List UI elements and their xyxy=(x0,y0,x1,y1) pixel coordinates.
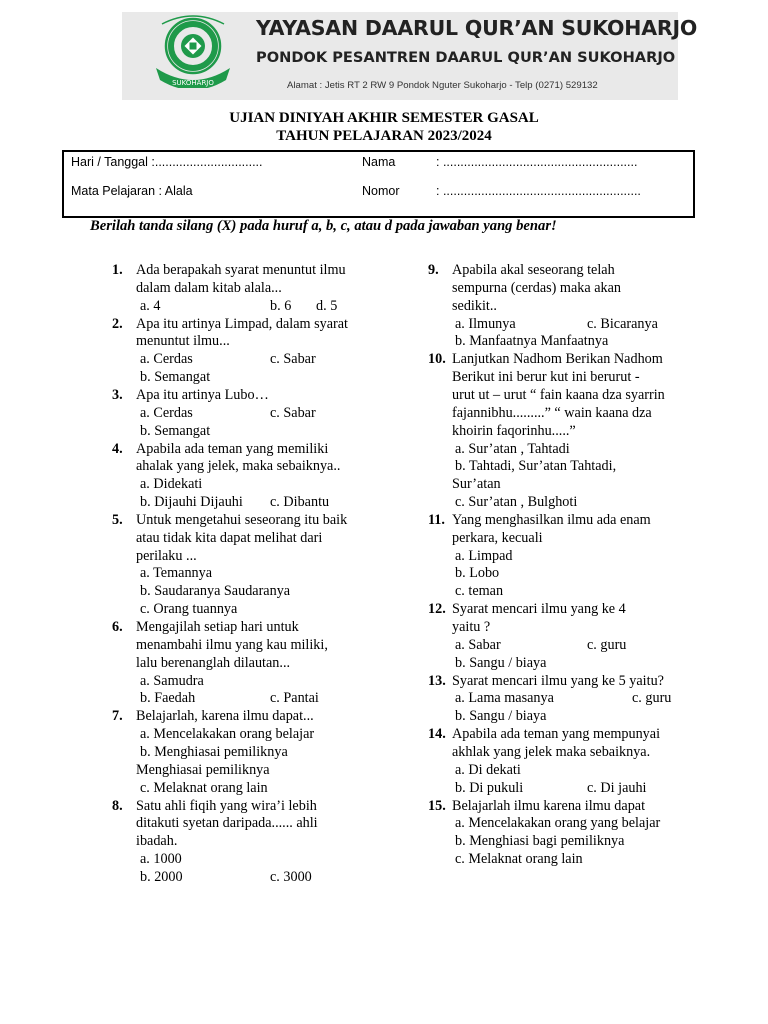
name-label: Nama xyxy=(362,155,396,169)
question-text-cont: akhlak yang jelek maka sebaiknya. xyxy=(452,743,651,760)
exam-year: TAHUN PELAJARAN 2023/2024 xyxy=(276,128,492,144)
answer-option: c. Orang tuannya xyxy=(140,601,238,618)
question-text-cont: lalu berenanglah dilautan... xyxy=(136,654,291,671)
answer-option: b. Faedah xyxy=(140,690,196,707)
question-text: Apa itu artinya Limpad, dalam syarat xyxy=(136,315,348,332)
answer-option: a. 4 xyxy=(140,297,161,314)
name-field[interactable]: : ........................................................ xyxy=(436,155,638,169)
answer-option: b. 6 xyxy=(270,297,292,314)
question-text: Lanjutkan Nadhom Berikan Nadhom xyxy=(452,351,663,368)
answer-option: a. Mencelakakan orang belajar xyxy=(140,726,315,743)
question-text-cont: Sur’atan xyxy=(452,476,501,493)
question-text-cont: ibadah. xyxy=(136,833,178,850)
answer-option: b. Menghiasi bagi pemiliknya xyxy=(455,833,625,850)
answer-option: c. Melaknat orang lain xyxy=(140,779,268,796)
question-number: 9. xyxy=(428,262,439,278)
answer-option: c. Sur’atan , Bulghoti xyxy=(455,494,578,511)
answer-option: b. Di pukuli xyxy=(455,779,524,796)
date-field[interactable]: Hari / Tanggal :............................... xyxy=(71,155,263,169)
question-number: 8. xyxy=(112,797,123,814)
question-text: Syarat mencari ilmu yang ke 4 xyxy=(452,601,626,618)
organization-name: YAYASAN DAARUL QUR’AN SUKOHARJO xyxy=(256,16,698,40)
question-number: 1. xyxy=(112,262,123,278)
question-text: Syarat mencari ilmu yang ke 5 yaitu? xyxy=(452,672,664,689)
question-text: Belajarlah, karena ilmu dapat... xyxy=(136,708,314,725)
question-number: 15. xyxy=(428,797,446,814)
question-number: 14. xyxy=(428,726,446,743)
question-number: 12. xyxy=(428,601,446,618)
answer-option: c. Pantai xyxy=(270,690,319,707)
answer-option: c. teman xyxy=(455,583,504,600)
question-text-cont: Menghiasai pemiliknya xyxy=(136,761,270,778)
question-number: 13. xyxy=(428,672,446,689)
question-number: 10. xyxy=(428,351,446,368)
answer-option: c. Bicaranya xyxy=(587,315,658,332)
answer-option: a. Temannya xyxy=(140,565,213,582)
answer-option: a. Ilmunya xyxy=(455,315,516,332)
question-text-cont: menuntut ilmu... xyxy=(136,333,230,350)
answer-option: b. Sangu / biaya xyxy=(455,708,547,725)
answer-option: b. Lobo xyxy=(455,565,500,582)
question-text-cont: atau tidak kita dapat melihat dari xyxy=(136,529,323,546)
answer-option: c. 3000 xyxy=(270,868,312,885)
question-text: Belajarlah ilmu karena ilmu dapat xyxy=(452,797,646,814)
question-text-cont: ditakuti syetan daripada...... ahli xyxy=(136,815,318,832)
school-logo xyxy=(148,14,238,88)
exam-title: UJIAN DINIYAH AKHIR SEMESTER GASAL xyxy=(229,110,539,126)
answer-option: b. Manfaatnya Manfaatnya xyxy=(455,333,609,350)
question-number: 6. xyxy=(112,619,123,635)
question-text-cont: ahalak yang jelek, maka sebaiknya.. xyxy=(136,458,341,475)
school-name: PONDOK PESANTREN DAARUL QUR’AN SUKOHARJO xyxy=(256,49,676,66)
subject-field: Mata Pelajaran : Alala xyxy=(71,184,193,198)
question-text-cont: dalam dalam kitab alala... xyxy=(136,279,282,296)
answer-option: a. Cerdas xyxy=(140,351,193,368)
question-number: 2. xyxy=(112,315,123,332)
svg-text:SUKOHARJO: SUKOHARJO xyxy=(172,79,214,87)
question-text-cont: perilaku ... xyxy=(136,547,197,564)
answer-option: b. Semangat xyxy=(140,422,211,439)
question-text: Apabila ada teman yang mempunyai xyxy=(452,726,661,743)
answer-option: a. Sabar xyxy=(455,636,501,653)
question-text: Apabila ada teman yang memiliki xyxy=(136,440,329,457)
question-text: Yang menghasilkan ilmu ada enam xyxy=(452,511,651,528)
answer-option: a. Sur’atan , Tahtadi xyxy=(455,440,570,457)
answer-option: d. 5 xyxy=(316,297,338,314)
answer-option: c. Melaknat orang lain xyxy=(455,851,583,868)
answer-option: a. Samudra xyxy=(140,672,204,689)
answer-option: b. Dijauhi Dijauhi xyxy=(140,494,243,511)
question-text: Satu ahli fiqih yang wira’i lebih xyxy=(136,797,317,814)
answer-option: a. Mencelakakan orang yang belajar xyxy=(455,815,661,832)
number-field[interactable]: : ......................................................... xyxy=(436,184,641,198)
question-text-cont: perkara, kecuali xyxy=(452,529,543,546)
answer-option: c. guru xyxy=(587,636,627,653)
answer-option: b. Tahtadi, Sur’atan Tahtadi, xyxy=(455,458,617,475)
question-text-cont: sedikit.. xyxy=(452,297,497,314)
answer-option: a. Limpad xyxy=(455,547,513,564)
question-number: 5. xyxy=(112,511,123,528)
question-text: Apa itu artinya Lubo… xyxy=(136,386,269,403)
answer-option: b. Semangat xyxy=(140,369,211,386)
answer-option: b. Saudaranya Saudaranya xyxy=(140,583,291,600)
question-text: Untuk mengetahui seseorang itu baik xyxy=(136,511,348,528)
question-text-cont: fajannibhu.........” “ wain kaana dza xyxy=(452,404,652,421)
answer-option: a. 1000 xyxy=(140,851,182,868)
question-number: 7. xyxy=(112,708,123,725)
question-text-cont: Berikut ini berur kut ini berurut - xyxy=(452,369,640,386)
answer-option: b. Menghiasai pemiliknya xyxy=(140,743,288,760)
question-text-cont: yaitu ? xyxy=(452,619,491,635)
question-text-cont: menambahi ilmu yang kau miliki, xyxy=(136,636,328,653)
question-text: Ada berapakah syarat menuntut ilmu xyxy=(136,262,346,278)
question-number: 4. xyxy=(112,440,123,457)
question-number: 3. xyxy=(112,386,123,403)
answer-option: a. Cerdas xyxy=(140,404,193,421)
answer-option: c. guru xyxy=(632,690,672,707)
question-text-cont: urut ut – urut “ fain kaana dza syarrin xyxy=(452,386,665,403)
answer-option: b. 2000 xyxy=(140,868,183,885)
question-text: Mengajilah setiap hari untuk xyxy=(136,619,299,635)
answer-option: a. Di dekati xyxy=(455,761,521,778)
answer-option: a. Lama masanya xyxy=(455,690,554,707)
question-text-cont: sempurna (cerdas) maka akan xyxy=(452,279,621,296)
question-text: Apabila akal seseorang telah xyxy=(452,262,615,278)
answer-option: a. Didekati xyxy=(140,476,203,493)
answer-option: c. Sabar xyxy=(270,404,316,421)
instructions: Berilah tanda silang (X) pada huruf a, b, c, atau d pada jawaban yang benar! xyxy=(90,218,557,234)
number-label: Nomor xyxy=(362,184,400,198)
answer-option: c. Sabar xyxy=(270,351,316,368)
school-address: Alamat : Jetis RT 2 RW 9 Pondok Nguter Sukoharjo - Telp (0271) 529132 xyxy=(287,80,598,91)
question-text-cont: khoirin faqorinhu.....” xyxy=(452,422,576,439)
question-number: 11. xyxy=(428,511,445,528)
answer-option: c. Di jauhi xyxy=(587,779,647,796)
answer-option: b. Sangu / biaya xyxy=(455,654,547,671)
answer-option: c. Dibantu xyxy=(270,494,330,511)
